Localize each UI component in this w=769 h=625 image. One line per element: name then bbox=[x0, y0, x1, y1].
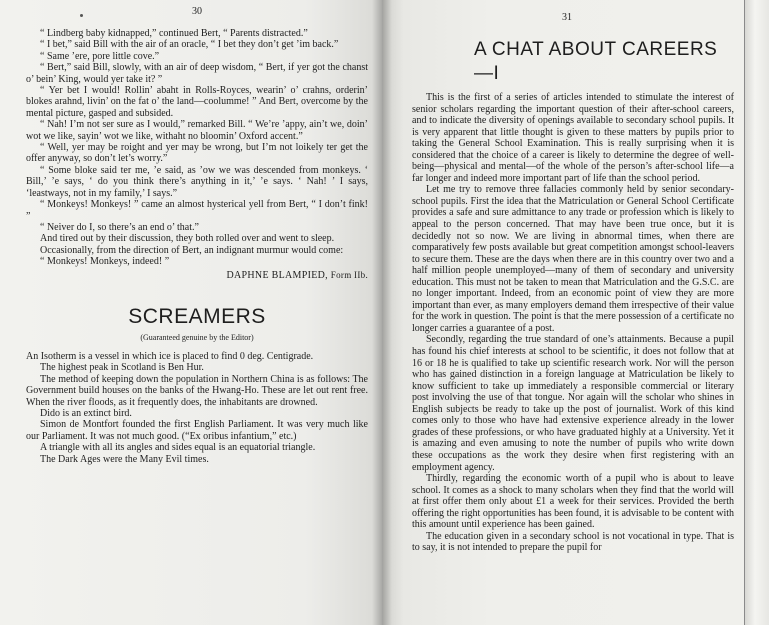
story-paragraph: Occasionally, from the direction of Bert, an indignant murmur would come: bbox=[40, 244, 344, 256]
screamer-item: The method of keeping down the population in Northern China is as follows: The Government build houses on the banks of the Hwang-Ho. These are let out rent free. When the river floods, as it frequently does, the inhabitants are drowned. bbox=[26, 373, 368, 408]
screamers-list bbox=[26, 351, 368, 465]
dialogue-story bbox=[26, 28, 368, 281]
story-paragraph: “ Some bloke said ter me, ’e said, as ’ow we was descended from monkeys. ‘ Bill,’ ’e says, ‘ do you think there’s anything in it,’ ’e says. ‘ Nah! ’ I says, ‘leastways, not in my family,’ I says.” bbox=[26, 164, 368, 199]
story-paragraph: “ Yer bet I would! Rollin’ abaht in Rolls-Royces, wearin’ o’ crahns, orderin’ blokes arahnd, livin’ on the fat o’ the land—coolumme! ” And Bert, overcome by the mental picture, gasped and subsided. bbox=[26, 85, 368, 119]
author-name: DAPHNE BLAMPIED, bbox=[226, 269, 328, 281]
left-page bbox=[0, 0, 382, 625]
screamer-item: A triangle with all its angles and sides equal is an equatorial triangle. bbox=[40, 442, 316, 454]
article-paragraph: Secondly, regarding the true standard of one’s attainments. Because a pupil has found his chief interests at school to be scientific, it does not follow that at 16 or 18 he is qualified to take up scientific research work. Nor will the person who has gained distinction in a foreign language at Matriculation be likely to know sufficient to take up immediately a responsible commercial or literary post involving the use of that tongue. Nor again will the scholar who shines in English subjects be ready to take up the post of journalist. Work of this kind comes only to those who have had extensive experience already in the lower grades of these professions, or who have graduated highly at a University. Yet it is amazing and even amusing to note the number of pupils who write down these occupations as the work they desire when first registering with an employment agency. bbox=[412, 334, 734, 473]
article-paragraph: This is the first of a series of articles intended to stimulate the interest of senior scholars regarding the important question of their after-school careers, and to indicate the diversity of openings available to secondary school pupils. It is very apparent that little thought is given to these matters by pupils prior to taking the General School Examination. This is really surprising when it is considered that the choice of a career is likely to determine the degree of well-being—physical and mental—of the whole of the person’s after-school life—a far longer and indeed more important part of life than the school period. bbox=[412, 92, 734, 184]
screamer-item: Dido is an extinct bird. bbox=[40, 407, 132, 419]
story-paragraph: “ Neiver do I, so there’s an end o’ that.” bbox=[40, 221, 199, 233]
left-page-number: 30 bbox=[192, 6, 202, 17]
page-mark bbox=[80, 14, 83, 17]
screamer-item: The highest peak in Scotland is Ben Hur. bbox=[40, 362, 204, 374]
screamer-item: The Dark Ages were the Many Evil times. bbox=[40, 453, 209, 465]
story-paragraph: “ Nah! I’m not ser sure as I would,” remarked Bill. “ We’re ’appy, ain’t we, doin’ wot we like, sayin’ wot we like, withaht no bloomin’ Oxford accent.” bbox=[26, 119, 368, 142]
story-paragraph: “ I bet,” said Bill with the air of an oracle, “ I bet they don’t get ’im back.” bbox=[40, 39, 339, 51]
story-paragraph: And tired out by their discussion, they both rolled over and went to sleep. bbox=[40, 233, 335, 245]
book-gutter bbox=[372, 0, 392, 625]
screamers-title: SCREAMERS bbox=[128, 304, 266, 328]
story-paragraph: “ Well, yer may be roight and yer may be wrong, but I’m not loikely ter get the offer anyway, so don’t let’s worry.” bbox=[26, 142, 368, 165]
story-paragraph: “ Monkeys! Monkeys! ” came an almost hysterical yell from Bert, “ I don’t fink! ” bbox=[26, 199, 368, 222]
screamers-subtitle: (Guaranteed genuine by the Editor) bbox=[140, 332, 254, 342]
right-page bbox=[382, 0, 744, 625]
article-paragraph: Thirdly, regarding the economic worth of a pupil who is about to leave school. It comes as a shock to many scholars when they find that the world will at first offer them only about £1 a week for their services. Provided the berth offering the right opportunities has been found, it is advisable to be content with this amount until experience has been gained. bbox=[412, 473, 734, 531]
careers-article bbox=[412, 92, 734, 554]
story-paragraph: “ Monkeys! Monkeys, indeed! ” bbox=[40, 256, 170, 268]
author-form: Form IIb. bbox=[330, 269, 368, 280]
right-page-number: 31 bbox=[562, 12, 572, 23]
screamer-item: An Isotherm is a vessel in which ice is placed to find 0 deg. Centigrade. bbox=[26, 350, 314, 362]
story-paragraph: “ Same ’ere, pore little cove.” bbox=[40, 50, 160, 62]
article-paragraph: The education given in a secondary school is not vocational in type. That is to say, it is not intended to prepare the pupil for bbox=[412, 530, 734, 554]
article-paragraph: Let me try to remove three fallacies commonly held by senior secondary-school pupils. First the idea that the Matriculation or General School Certificate provides a safe and sure admittance to any trade or profession which is likely to appeal to the person concerned. That may have been true once, but it is decidedly not so now. We are living in abnormal times, when there are comparatively few posts available but great competition amongst school-leavers to secure them. These are the days when there are in this country over two and a half million people unemployed—many of them of secondary and university education. This must not be taken to mean that Matriculation and the G.S.C. are no longer important. Indeed, from an economic point of view they are more important than ever, as many employers demand them irrespective of their value for the work in question. The point is that the mere possession of a certificate no longer carries a guarantee of a post. bbox=[412, 184, 734, 334]
author-signature bbox=[26, 270, 368, 281]
screamer-item: Simon de Montfort founded the first English Parliament. It was very much like our Parliament. It was not much good. (“Ex oribus infantium,” etc.) bbox=[26, 419, 368, 442]
story-paragraph: “ Lindberg baby kidnapped,” continued Bert, “ Parents distracted.” bbox=[40, 28, 308, 39]
story-paragraph: “ Bert,” said Bill, slowly, with an air of deep wisdom, “ Bert, if yer got the chanst o’ bein’ King, would yer take it? ” bbox=[26, 62, 368, 85]
article-title: A CHAT ABOUT CAREERS—I bbox=[474, 39, 718, 84]
page-edge bbox=[744, 0, 769, 625]
